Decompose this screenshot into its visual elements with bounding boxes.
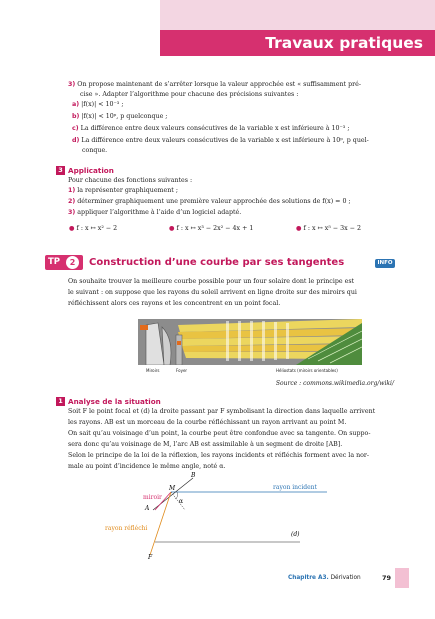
function-item: ● f : x ↦ x² − 2 bbox=[69, 225, 118, 232]
function-item: ● f : x ↦ x⁵ − 3x − 2 bbox=[296, 225, 361, 232]
arrow-marker bbox=[140, 325, 148, 330]
tp-intro-line: réfléchissent alors ces rayons et les concentrent en un point focal. bbox=[68, 300, 281, 307]
label-a: A bbox=[145, 505, 150, 512]
section-title: Application bbox=[68, 166, 114, 175]
intro-item: b) |f(x)| < 10ᵖ, p quelconque ; bbox=[72, 113, 168, 120]
figure-source: Source : commons.wikimedia.org/wiki/ bbox=[275, 380, 394, 387]
solar-furnace-illustration bbox=[138, 319, 362, 376]
page-tab bbox=[395, 568, 409, 588]
tp-intro-line: le suivant : on suppose que les rayons du soleil arrivent en ligne droite sur des miroirs qui bbox=[68, 289, 357, 296]
function-item: ● f : x ↦ x³ − 2x² − 4x + 1 bbox=[169, 225, 254, 232]
label-d: (d) bbox=[291, 531, 300, 538]
analysis-line: Soit F le point focal et (d) la droite passant par F symbolisant la direction dans laquelle arrivent bbox=[68, 408, 376, 415]
label-rayon-incident: rayon incident bbox=[273, 484, 317, 491]
analysis-line: Selon le principe de la loi de la réflexion, les rayons incidents et réfléchis forment avec la nor- bbox=[68, 452, 370, 459]
tp-intro-line: On souhaite trouver la meilleure courbe possible pour un four solaire dont le principe est bbox=[68, 278, 355, 285]
reflection-diagram bbox=[95, 470, 335, 560]
label-miroir: miroir bbox=[143, 494, 162, 501]
intro-item: c) La différence entre deux valeurs consécutives de la variable x est inférieure à 10⁻³ ; bbox=[72, 125, 350, 132]
intro-item: cise ». Adapter l’algorithme pour chacune des précisions suivantes : bbox=[80, 91, 299, 98]
caption-foyer: Foyer bbox=[176, 368, 188, 373]
caption-heliostats: Héliostats (miroirs orientables) bbox=[276, 368, 338, 373]
section-badge: 3 bbox=[56, 166, 65, 175]
label-b: B bbox=[191, 472, 196, 479]
tp-label: TP bbox=[48, 257, 61, 267]
tp-number: 2 bbox=[66, 256, 79, 269]
intro-item: a) |f(x)| < 10⁻³ ; bbox=[72, 101, 124, 108]
page-number: 79 bbox=[382, 574, 392, 582]
analysis-line: sera donc qu’au voisinage de M, l’arc AB est assimilable à un segment de droite [AB]. bbox=[68, 441, 343, 448]
label-rayon-reflechi: rayon réfléchi bbox=[105, 525, 148, 532]
section-badge: 1 bbox=[56, 397, 65, 406]
label-f: F bbox=[148, 554, 153, 560]
label-alpha: α bbox=[179, 498, 184, 505]
application-line: 2) déterminer graphiquement une première valeur approchée des solutions de f(x) = 0 ; bbox=[68, 198, 351, 205]
section-title: Analyse de la situation bbox=[68, 397, 161, 406]
analysis-line: les rayons. AB est un morceau de la courbe réfléchissant un rayon arrivant au point M. bbox=[68, 419, 347, 426]
page-title: Travaux pratiques bbox=[265, 34, 423, 52]
application-line: 1) la représenter graphiquement ; bbox=[68, 187, 178, 194]
angle-arc bbox=[175, 492, 178, 499]
analysis-line: On sait qu’au voisinage d’un point, la courbe peut être confondue avec sa tangente. On suppo- bbox=[68, 430, 371, 437]
tp-title: Construction d’une courbe par ses tangentes bbox=[89, 257, 345, 268]
caption-miroirs: Miroirs bbox=[146, 368, 160, 373]
footer-chapter: Chapitre A3. Dérivation bbox=[288, 575, 361, 581]
foyer-tower bbox=[176, 335, 182, 365]
analysis-line: male au point d’incidence le même angle, noté α. bbox=[68, 463, 226, 470]
foyer-focus bbox=[177, 341, 181, 345]
label-m: M bbox=[169, 485, 176, 492]
intro-item: 3) On propose maintenant de s’arrêter lorsque la valeur approchée est « suffisamment pré- bbox=[68, 81, 361, 88]
info-badge: INFO bbox=[375, 259, 395, 268]
application-line: Pour chacune des fonctions suivantes : bbox=[68, 177, 193, 184]
intro-item: conque. bbox=[82, 147, 108, 154]
reflected-ray bbox=[150, 492, 171, 555]
application-line: 3) appliquer l’algorithme à l’aide d’un logiciel adapté. bbox=[68, 209, 242, 216]
intro-item: d) La différence entre deux valeurs consécutives de la variable x est inférieure à 10ᵖ, p quel- bbox=[72, 137, 369, 144]
